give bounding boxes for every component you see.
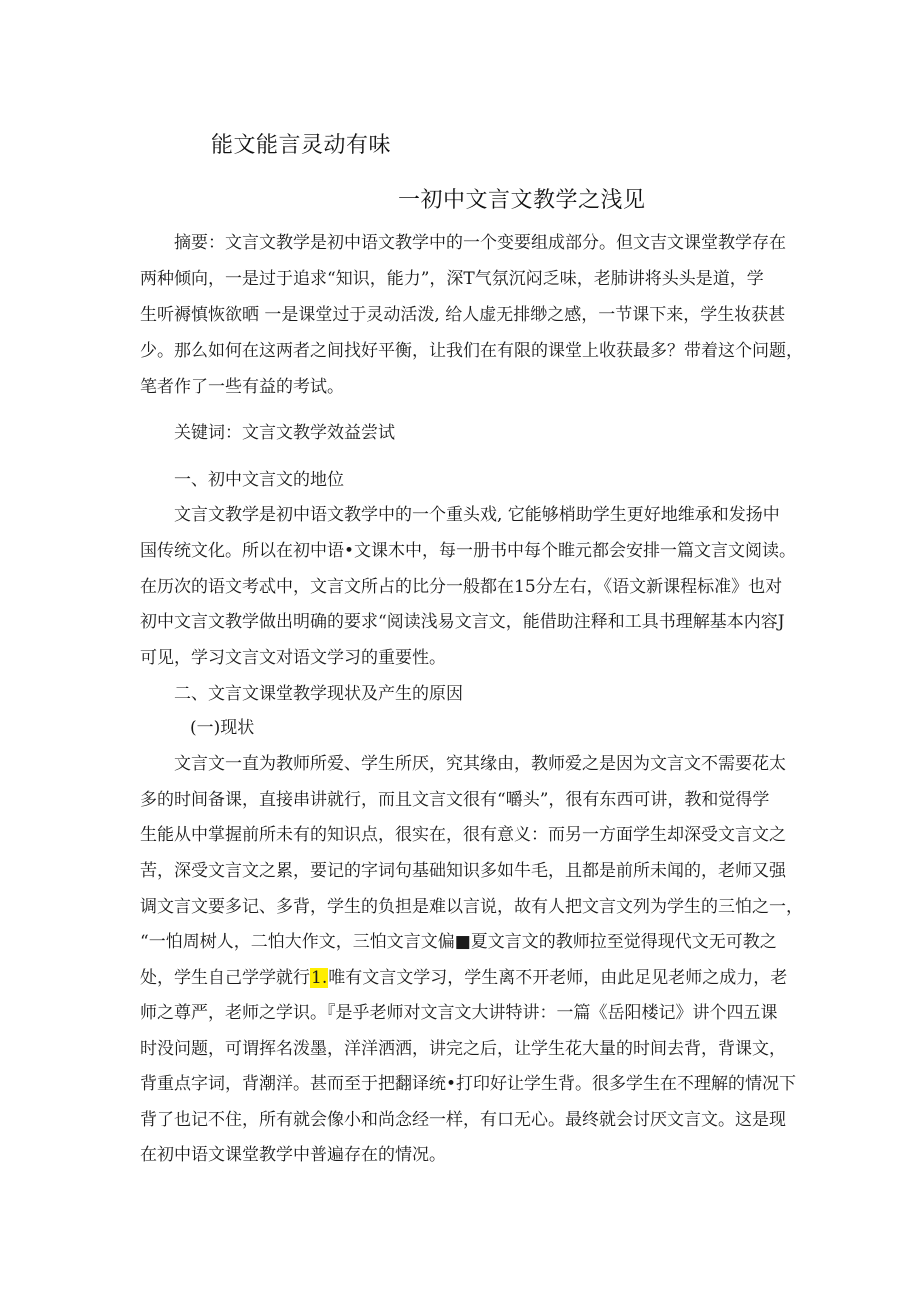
section-heading: 二、文言文课堂教学现状及产生的原因	[174, 684, 463, 704]
paragraph-line: 时没问题，可谓挥名泼墨，洋洋洒洒，讲完之后，让学生花大量的时间去背，背课文，	[140, 1039, 786, 1059]
abstract-line: 少。那么如何在这两者之间找好平衡，让我们在有限的课堂上收获最多？带着这个问题，	[140, 341, 803, 361]
abstract-line: 两种倾向，一是过于追求“知识，能力”，深T气氛沉闷乏味，老肺讲将头头是道，学	[140, 269, 764, 289]
section-heading: 一、初中文言文的地位	[174, 470, 344, 490]
subsection-heading: (一)现状	[190, 718, 255, 738]
paragraph-text: 唯有文言文学习，学生离不开老师，由此足见老师之成力，老	[328, 968, 788, 988]
paragraph-text: 处，学生自己学学就行	[140, 968, 310, 988]
paragraph-line: 师之尊严，老师之学识。『是乎老师对文言文大讲特讲：一篇《岳阳楼记》讲个四五课	[140, 1003, 778, 1023]
paragraph-line: 文言文教学是初中语文教学中的一个重头戏, 它能够梢助学生更好地维承和发扬中	[174, 505, 780, 525]
paragraph-line: 文言文一直为教师所爱、学生所厌，究其缘由，教师爱之是因为文言文不需要花太	[174, 754, 786, 774]
paragraph-line: 国传统文化。所以在初中语•文课木中，每一册书中每个睢元都会安排一篇文言文阅读。	[140, 541, 797, 561]
highlighted-text: 1.	[311, 968, 328, 988]
paragraph-line: 初中文言文教学做出明确的要求“阅读浅易文言文，能借助注释和工具书理解基本内容J	[140, 612, 785, 632]
paragraph-line: 在历次的语文考忒中，文言文所占的比分一般都在15分左右，《语文新课程标准》也对	[140, 577, 783, 597]
paragraph-line: 背了也记不住，所有就会像小和尚念经一样，有口无心。最终就会讨厌文言文。这是现	[140, 1110, 786, 1130]
paragraph-line: 在初中语文课堂教学中普遍存在的情况。	[140, 1145, 446, 1165]
abstract-line: 摘要：文言文教学是初中语文教学中的一个变要组成部分。但文吉文课堂教学存在	[174, 233, 786, 253]
document-subtitle: 一初中文言文教学之浅见	[398, 188, 646, 213]
abstract-line: 笔者作了一些有益的考试。	[140, 377, 344, 397]
paragraph-line: 苦，深受文言文之累，要记的字词句基础知识多如牛毛，且都是前所未闻的，老师又强	[140, 861, 786, 881]
paragraph-line: 调文言文要多记、多背，学生的负担是难以言说，故有人把文言文列为学生的三怕之一，	[140, 897, 803, 917]
keywords: 关键词：文言文教学效益尝试	[174, 423, 395, 443]
abstract-line: 生听褥慎恢欲晒 一是课堂过于灵动活泼, 给人虚无排缈之感，一节课下来，学生妆获甚	[140, 305, 786, 325]
paragraph-line: “一怕周树人，二怕大作文，三怕文言文偏■夏文言文的教师拉至觉得现代文无可教之	[140, 932, 777, 952]
document-title: 能文能言灵动有味	[211, 133, 392, 158]
paragraph-line: 可见，学习文言文对语文学习的重要性。	[140, 648, 446, 668]
paragraph-line	[140, 966, 787, 990]
paragraph-line: 生能从中掌握前所未有的知识点，很实在，很有意义：而另一方面学生却深受文言文之	[140, 825, 786, 845]
paragraph-line: 背重点字词，背潮洋。甚而至于把翻译统•打印好让学生背。很多学生在不理解的情况下	[140, 1074, 797, 1094]
paragraph-line: 多的时间备课，直接串讲就行，而且文言文很有“嚼头”，很有东西可讲，教和觉得学	[140, 790, 770, 810]
